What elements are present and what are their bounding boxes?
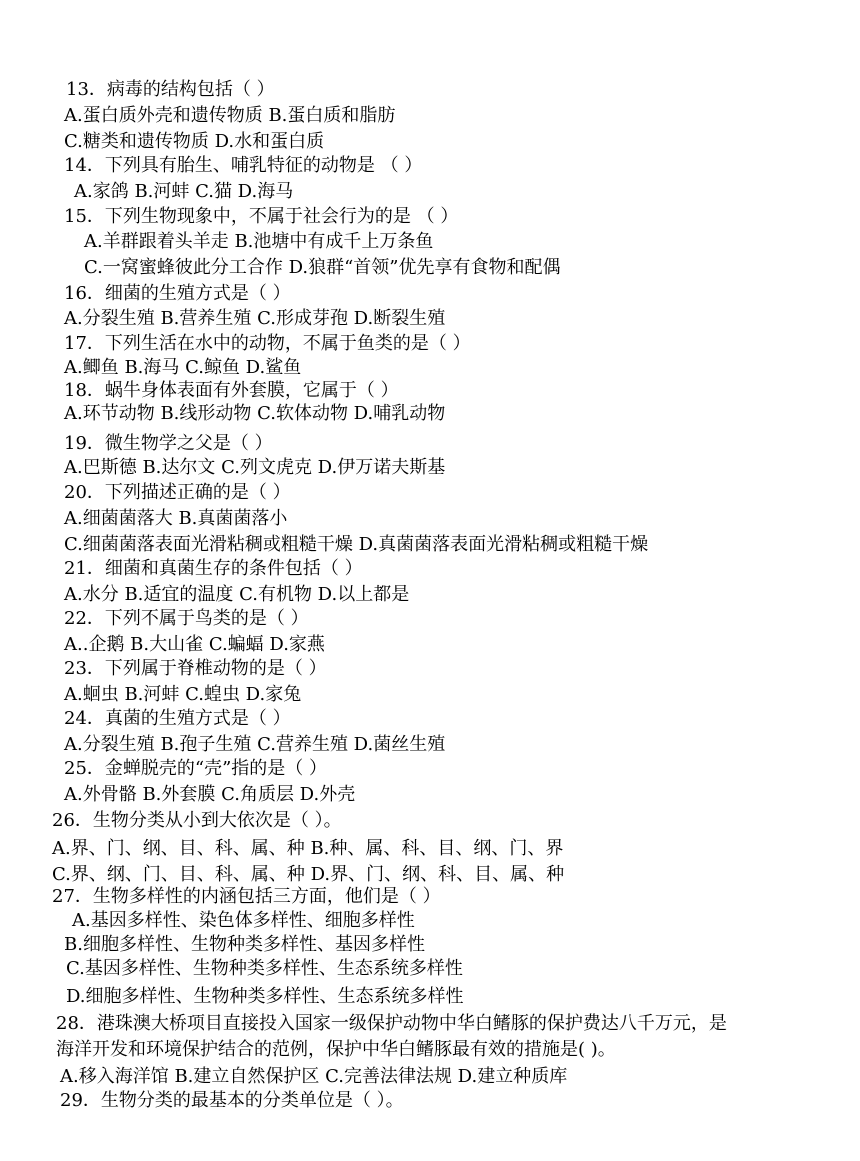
question-27-stem: 27．生物多样性的内涵包括三方面，他们是（ ） [52,886,441,907]
question-13-options-cd: C.糖类和遗传物质 D.水和蛋白质 [64,131,325,152]
question-16-stem: 16．细菌的生殖方式是（ ） [64,283,291,304]
question-26-options-ab: A.界、门、纲、目、科、属、种 B.种、属、科、目、纲、门、界 [52,838,564,859]
question-20-options-ab: A.细菌菌落大 B.真菌菌落小 [64,508,288,529]
question-14-options: A.家鸽 B.河蚌 C.猫 D.海马 [74,181,294,202]
question-23-stem: 23．下列属于脊椎动物的是（ ） [64,658,327,679]
question-17-options: A.鲫鱼 B.海马 C.鲸鱼 D.鲨鱼 [64,357,302,378]
question-13-stem: 13．病毒的结构包括（ ） [66,79,275,100]
question-13-options-ab: A.蛋白质外壳和遗传物质 B.蛋白质和脂肪 [64,105,396,126]
question-20-stem: 20．下列描述正确的是（ ） [64,482,291,503]
question-15-options-ab: A.羊群跟着头羊走 B.池塘中有成千上万条鱼 [84,231,434,252]
question-21-stem: 21．细菌和真菌生存的条件包括（ ） [64,558,363,579]
question-16-options: A.分裂生殖 B.营养生殖 C.形成芽孢 D.断裂生殖 [64,308,446,329]
question-18-options: A.环节动物 B.线形动物 C.软体动物 D.哺乳动物 [64,403,446,424]
question-29-stem: 29．生物分类的最基本的分类单位是（ ）。 [60,1090,404,1111]
question-28-stem-line2: 海洋开发和环境保护结合的范例，保护中华白鳍豚最有效的措施是( )。 [56,1039,616,1060]
question-27-option-c: C.基因多样性、生物种类多样性、生态系统多样性 [66,958,463,979]
question-26-options-cd: C.界、纲、门、目、科、属、种 D.界、门、纲、科、目、属、种 [52,864,565,885]
question-15-stem: 15．下列生物现象中，不属于社会行为的是 （ ） [64,206,459,227]
question-20-options-cd: C.细菌菌落表面光滑粘稠或粗糙干燥 D.真菌菌落表面光滑粘稠或粗糙干燥 [64,534,649,555]
question-27-option-b: B.细胞多样性、生物种类多样性、基因多样性 [64,934,425,955]
question-15-options-cd: C.一窝蜜蜂彼此分工合作 D.狼群“首领”优先享有食物和配偶 [84,257,561,278]
question-23-options: A.蛔虫 B.河蚌 C.蝗虫 D.家兔 [64,684,302,705]
question-19-options: A.巴斯德 B.达尔文 C.列文虎克 D.伊万诺夫斯基 [64,457,446,478]
question-25-options: A.外骨骼 B.外套膜 C.角质层 D.外壳 [64,784,356,805]
question-21-options: A.水分 B.适宜的温度 C.有机物 D.以上都是 [64,584,410,605]
question-18-stem: 18．蜗牛身体表面有外套膜，它属于（ ） [64,380,399,401]
question-19-stem: 19．微生物学之父是（ ） [64,433,273,454]
question-28-stem-line1: 28．港珠澳大桥项目直接投入国家一级保护动物中华白鳍豚的保护费达八千万元，是 [56,1013,727,1034]
question-26-stem: 26．生物分类从小到大依次是（ ）。 [52,810,342,831]
question-24-options: A.分裂生殖 B.孢子生殖 C.营养生殖 D.菌丝生殖 [64,734,446,755]
question-25-stem: 25．金蝉脱壳的“壳”指的是（ ） [64,758,328,779]
question-28-options: A.移入海洋馆 B.建立自然保护区 C.完善法律法规 D.建立种质库 [60,1066,568,1087]
question-22-stem: 22．下列不属于鸟类的是（ ） [64,608,309,629]
question-24-stem: 24．真菌的生殖方式是（ ） [64,708,291,729]
question-27-option-a: A.基因多样性、染色体多样性、细胞多样性 [72,910,415,931]
question-22-options: A..企鹅 B.大山雀 C.蝙蝠 D.家燕 [64,634,325,655]
question-17-stem: 17．下列生活在水中的动物，不属于鱼类的是（ ） [64,333,471,354]
question-14-stem: 14．下列具有胎生、哺乳特征的动物是 （ ） [64,155,423,176]
question-27-option-d: D.细胞多样性、生物种类多样性、生态系统多样性 [66,986,464,1007]
